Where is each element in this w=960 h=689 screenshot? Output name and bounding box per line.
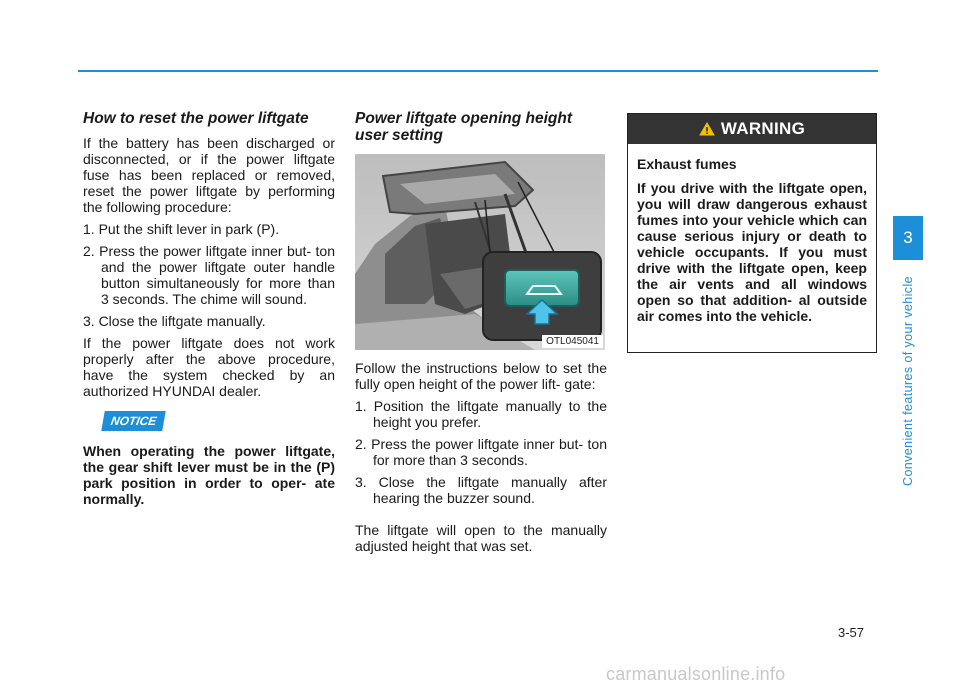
liftgate-figure <box>355 154 605 350</box>
reset-steps <box>83 221 335 329</box>
height-step-1: 1. Position the liftgate manually to the height you prefer. <box>355 398 607 430</box>
reset-step-3: 3. Close the liftgate manually. <box>83 313 266 329</box>
height-setting-steps <box>355 398 607 506</box>
warning-box <box>627 113 877 353</box>
watermark: carmanualsonline.info <box>606 664 786 684</box>
reset-heading: How to reset the power liftgate <box>83 110 309 127</box>
height-step-2: 2. Press the power liftgate inner but- ton for more than 3 seconds. <box>355 436 607 468</box>
reset-step-1: 1. Put the shift lever in park (P). <box>83 221 280 237</box>
warning-body <box>628 144 876 340</box>
warning-label: WARNING <box>720 119 806 138</box>
left-column <box>83 110 335 507</box>
right-column <box>627 113 879 353</box>
warning-text: If you drive with the liftgate open, you will draw dangerous exhaust fumes into your vehicle which can cause serious injury or death to vehicle occupants. If you must drive with the liftgate open, keep the air vents and all windows open so that addition- al outside air comes into the vehicle. <box>637 180 867 324</box>
chapter-number-tab: 3 <box>893 216 923 260</box>
reset-outro: If the power liftgate does not work properly after the above procedure, have the system checked by an authorized HYUNDAI dealer. <box>83 335 335 399</box>
page-number: 3-57 <box>838 625 865 640</box>
height-setting-intro: Follow the instructions below to set the fully open height of the power lift- gate: <box>355 360 607 392</box>
warning-header <box>628 114 876 144</box>
middle-column <box>355 110 607 560</box>
figure-code: OTL045041 <box>542 335 603 348</box>
top-rule <box>78 70 878 72</box>
warning-triangle-icon <box>699 122 715 136</box>
reset-step-2: 2. Press the power liftgate inner but- ton and the power liftgate outer handle button simultaneously for more than 3 seconds. The chime will sound. <box>83 243 335 307</box>
chapter-title <box>897 265 919 497</box>
height-setting-heading: Power liftgate opening height user setting <box>355 110 572 144</box>
notice-badge: NOTICE <box>101 411 166 431</box>
warning-title: Exhaust fumes <box>637 156 737 172</box>
liftgate-illustration <box>355 154 605 350</box>
reset-intro: If the battery has been discharged or disconnected, or if the power liftgate fuse has been replaced or removed, reset the power liftgate by performing the following procedure: <box>83 135 335 215</box>
chapter-title-text: Convenient features of your vehicle <box>901 276 915 486</box>
notice-text: When operating the power liftgate, the gear shift lever must be in the (P) park position in order to oper- ate normally. <box>83 443 335 507</box>
height-step-3: 3. Close the liftgate manually after hearing the buzzer sound. <box>355 474 607 506</box>
height-setting-outro: The liftgate will open to the manually adjusted height that was set. <box>355 522 607 554</box>
